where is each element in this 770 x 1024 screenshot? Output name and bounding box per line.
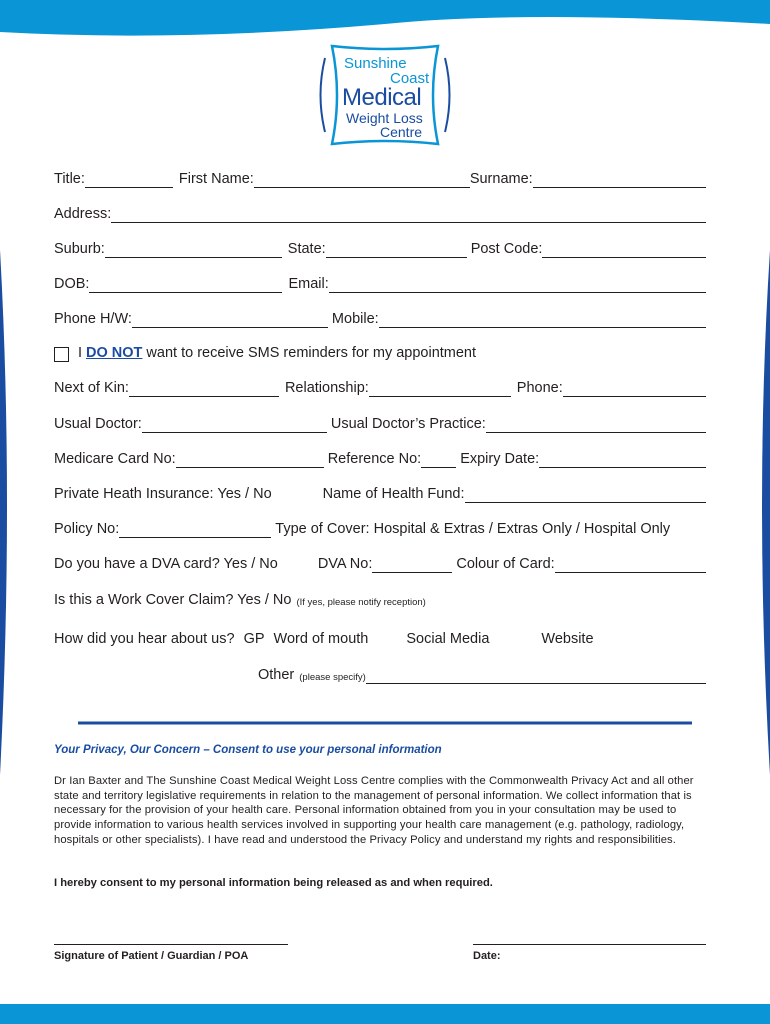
usual-practice-field[interactable] — [486, 431, 706, 433]
row-medicare — [54, 452, 706, 470]
suburb-label: Suburb: — [54, 241, 105, 257]
logo — [318, 40, 452, 150]
title-label: Title: — [54, 171, 85, 187]
row-suburb — [54, 242, 706, 260]
logo-line-5: Centre — [380, 124, 423, 140]
row-private-health — [54, 487, 706, 505]
row-hear-about — [54, 632, 706, 650]
privacy-paragraph: Dr Ian Baxter and The Sunshine Coast Medical Weight Loss Centre complies with the Commonwealth Privacy Act and all other state and territory legislative requirements in relation to the management of personal information. We collect information that is necessary for the provision of your health care. Personal information obtained from you in your consultation may be used to provide information to various health services involved in supporting your health care management (e.g. pathology, radiology, hospitals or other specialists). I have read and understood the Privacy Policy and understand my rights and responsibilities. — [54, 775, 694, 846]
option-website[interactable]: Website — [541, 631, 594, 647]
row-next-of-kin — [54, 381, 706, 399]
mobile-label: Mobile: — [331, 311, 379, 327]
dva-no-field[interactable] — [372, 571, 452, 573]
reference-label: Reference No: — [327, 451, 422, 467]
suburb-field[interactable] — [105, 256, 282, 258]
option-social-media[interactable]: Social Media — [406, 631, 490, 647]
sms-text-post: want to receive SMS reminders for my appointment — [146, 345, 477, 361]
address-label: Address: — [54, 206, 112, 222]
row-doctor — [54, 417, 706, 435]
privacy-title: Your Privacy, Our Concern – Consent to use your personal information — [54, 744, 442, 756]
dob-field[interactable] — [89, 291, 282, 293]
row-dva — [54, 557, 706, 575]
next-of-kin-label: Next of Kin: — [54, 380, 129, 396]
dva-no-label: DVA No: — [317, 556, 373, 572]
signature-line[interactable] — [54, 944, 288, 945]
work-cover-label: Is this a Work Cover Claim? Yes / No — [54, 592, 292, 608]
reference-field[interactable] — [421, 466, 456, 468]
post-code-label: Post Code: — [470, 241, 543, 257]
expiry-label: Expiry Date: — [460, 451, 540, 467]
medicare-label: Medicare Card No: — [54, 451, 176, 467]
sms-text-pre: I — [78, 345, 83, 361]
first-name-field[interactable] — [254, 186, 470, 188]
policy-no-label: Policy No: — [54, 521, 120, 537]
row-other — [258, 668, 706, 686]
sms-opt-out-checkbox[interactable] — [54, 347, 69, 362]
colour-card-field[interactable] — [555, 571, 706, 573]
address-field[interactable] — [111, 221, 706, 223]
policy-no-field[interactable] — [119, 536, 271, 538]
next-of-kin-field[interactable] — [129, 395, 279, 397]
date-label: Date: — [473, 950, 501, 962]
logo-line-2: Coast — [390, 70, 430, 87]
row-work-cover — [54, 593, 706, 611]
medicare-field[interactable] — [176, 466, 324, 468]
other-field[interactable] — [366, 682, 706, 684]
option-other[interactable]: Other — [258, 667, 295, 683]
surname-label: Surname: — [469, 171, 533, 187]
phone-hw-field[interactable] — [132, 326, 328, 328]
state-label: State: — [287, 241, 326, 257]
mobile-field[interactable] — [379, 326, 706, 328]
first-name-label: First Name: — [178, 171, 254, 187]
other-note: (please specify) — [299, 672, 366, 683]
hear-about-label: How did you hear about us? — [54, 631, 235, 647]
health-fund-label: Name of Health Fund: — [322, 486, 465, 502]
usual-doctor-field[interactable] — [142, 431, 327, 433]
type-of-cover-label: Type of Cover: Hospital & Extras / Extras Only / Hospital Only — [275, 521, 671, 537]
logo-line-3: Medical — [342, 84, 422, 111]
row-name — [54, 172, 706, 190]
bottom-band — [0, 1004, 770, 1024]
usual-practice-label: Usual Doctor’s Practice: — [330, 416, 486, 432]
dob-label: DOB: — [54, 276, 90, 292]
right-arc — [762, 250, 770, 775]
work-cover-note: (If yes, please notify reception) — [296, 597, 426, 608]
date-line[interactable] — [473, 944, 706, 945]
email-label: Email: — [288, 276, 329, 292]
sms-text-emphasis: DO NOT — [86, 345, 143, 361]
logo-line-4: Weight Loss — [346, 110, 423, 126]
surname-field[interactable] — [533, 186, 706, 188]
row-address — [54, 207, 706, 225]
colour-card-label: Colour of Card: — [456, 556, 555, 572]
health-fund-field[interactable] — [465, 501, 707, 503]
state-field[interactable] — [326, 256, 467, 258]
post-code-field[interactable] — [542, 256, 706, 258]
row-policy — [54, 522, 706, 540]
dva-card-label: Do you have a DVA card? Yes / No — [54, 556, 278, 572]
option-gp[interactable]: GP — [243, 631, 265, 647]
row-sms — [54, 346, 706, 364]
email-field[interactable] — [329, 291, 706, 293]
usual-doctor-label: Usual Doctor: — [54, 416, 142, 432]
relationship-field[interactable] — [369, 395, 511, 397]
phone-hw-label: Phone H/W: — [54, 311, 132, 327]
expiry-field[interactable] — [539, 466, 706, 468]
private-health-label: Private Heath Insurance: Yes / No — [54, 486, 272, 502]
title-field[interactable] — [85, 186, 173, 188]
relationship-label: Relationship: — [284, 380, 369, 396]
phone-field[interactable] — [563, 395, 706, 397]
option-word-of-mouth[interactable]: Word of mouth — [273, 631, 369, 647]
top-wave — [0, 0, 770, 36]
row-phone — [54, 312, 706, 330]
left-arc — [0, 250, 7, 775]
phone-label: Phone: — [516, 380, 563, 396]
row-dob — [54, 277, 706, 295]
signature-label: Signature of Patient / Guardian / POA — [54, 950, 249, 962]
logo-line-1: Sunshine — [344, 55, 407, 72]
consent-statement: I hereby consent to my personal information being released as and when required. — [54, 877, 493, 889]
